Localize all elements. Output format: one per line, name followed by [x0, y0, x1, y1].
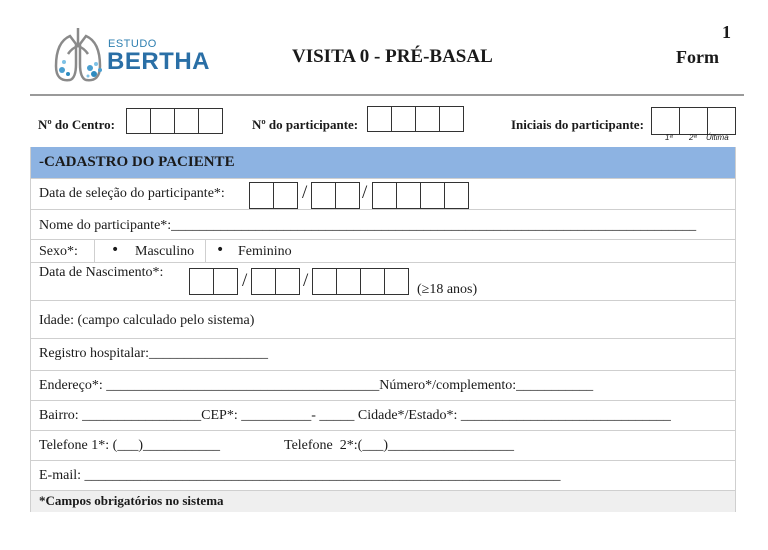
- data-selecao-month[interactable]: [311, 182, 360, 209]
- iniciais-box-3[interactable]: [707, 107, 736, 135]
- centro-label: Nº do Centro:: [38, 117, 115, 132]
- participante-number-boxes[interactable]: [367, 106, 464, 132]
- logo-text-small: ESTUDO: [108, 38, 157, 50]
- iniciais-sub-1: 1ª: [665, 133, 673, 142]
- radio-masculino-bullet[interactable]: •: [111, 242, 120, 258]
- registro-field[interactable]: Registro hospitalar:_________________: [39, 346, 269, 361]
- iniciais-box-1[interactable]: [651, 107, 680, 135]
- nascimento-note: (≥18 anos): [417, 282, 478, 297]
- nascimento-month[interactable]: [251, 268, 300, 295]
- date-slash: /: [303, 270, 309, 291]
- page-title: VISITA 0 - PRÉ-BASAL: [292, 46, 493, 67]
- sexo-feminino[interactable]: Feminino: [238, 244, 292, 259]
- section-header: -CADASTRO DO PACIENTE: [31, 147, 735, 178]
- row-registro: [31, 338, 735, 370]
- data-selecao-year[interactable]: [372, 182, 469, 209]
- centro-number-boxes[interactable]: [126, 108, 223, 134]
- row-idade: [31, 300, 735, 338]
- row-nome: [31, 209, 735, 239]
- data-selecao-label: Data de seleção do participante*:: [39, 186, 225, 201]
- sexo-label: Sexo*:: [39, 244, 78, 259]
- nascimento-day[interactable]: [189, 268, 238, 295]
- lungs-icon: [50, 24, 110, 88]
- header-divider: [30, 94, 744, 96]
- endereco-field[interactable]: Endereço*: _______________________________________Número*/complemento:___________: [39, 378, 594, 393]
- date-slash: /: [362, 182, 368, 203]
- row-sexo: [31, 239, 735, 262]
- idade-field: Idade: (campo calculado pelo sistema): [39, 313, 255, 328]
- page-number: 1: [722, 22, 731, 42]
- radio-feminino-bullet[interactable]: •: [216, 242, 225, 258]
- row-endereco: [31, 370, 735, 400]
- nascimento-label: Data de Nascimento*:: [39, 265, 164, 280]
- iniciais-label: Iniciais do participante:: [511, 117, 644, 132]
- row-bairro: [31, 400, 735, 430]
- row-data-selecao: [31, 178, 735, 209]
- email-field[interactable]: E-mail: ____________________________________________________________________: [39, 468, 561, 483]
- nascimento-year[interactable]: [312, 268, 409, 295]
- required-fields-note: *Campos obrigatórios no sistema: [31, 490, 735, 512]
- data-selecao-day[interactable]: [249, 182, 298, 209]
- date-slash: /: [242, 270, 248, 291]
- row-telefones: [31, 430, 735, 460]
- iniciais-sub-2: 2ª: [689, 133, 697, 142]
- row-nascimento: [31, 262, 735, 300]
- row-email: [31, 460, 735, 490]
- logo-text-big: BERTHA: [107, 48, 210, 75]
- date-slash: /: [302, 182, 308, 203]
- estudo-bertha-logo: [50, 24, 220, 88]
- cadastro-table: [30, 147, 736, 512]
- nome-field[interactable]: Nome do participante*:___________________________________________________________________________: [39, 218, 697, 233]
- participante-label: Nº do participante:: [252, 117, 359, 132]
- telefone2-field[interactable]: Telefone 2*:(___)__________________: [284, 438, 514, 453]
- iniciais-sub-3: Última: [706, 133, 729, 142]
- form-label: Form: [676, 47, 719, 67]
- telefone1-field[interactable]: Telefone 1*: (___)___________: [39, 438, 220, 453]
- iniciais-box-2[interactable]: [679, 107, 708, 135]
- bairro-field[interactable]: Bairro: _________________CEP*: __________- _____ Cidade*/Estado*: ______________________________: [39, 408, 671, 423]
- sexo-masculino[interactable]: Masculino: [135, 244, 195, 259]
